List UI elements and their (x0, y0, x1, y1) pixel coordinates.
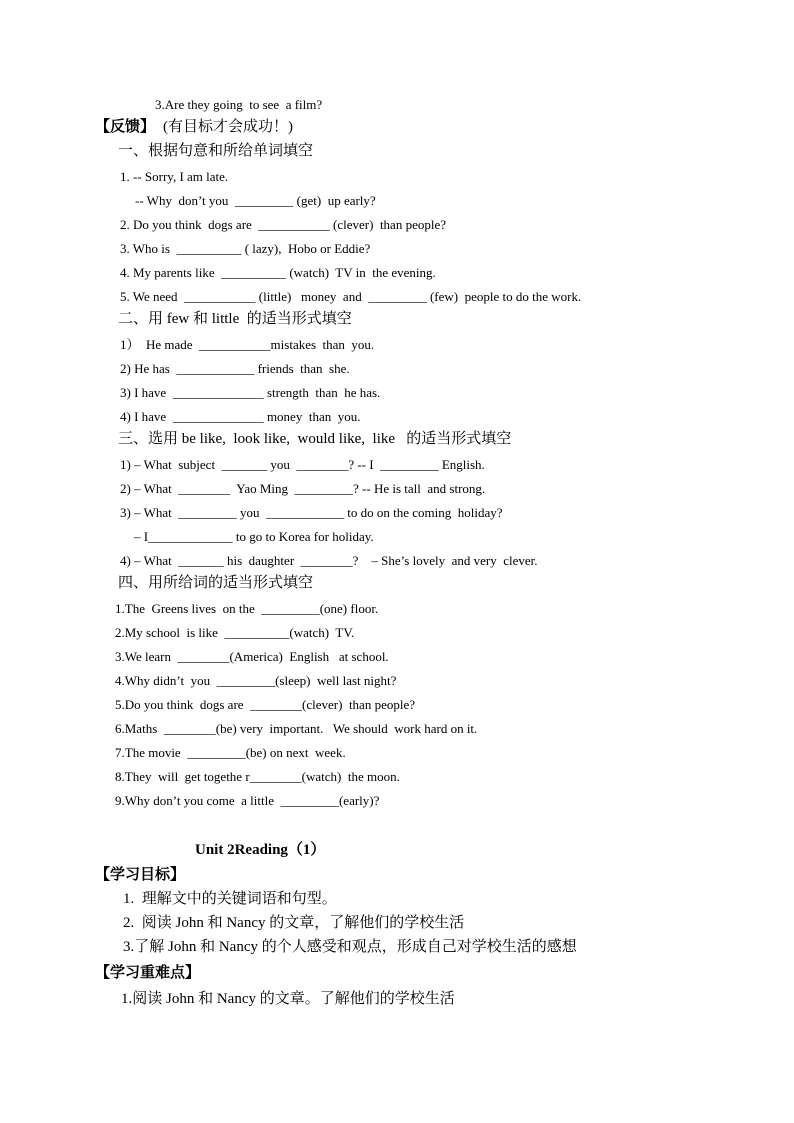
section-4-item-7: 7.The movie _________(be) on next week. (115, 745, 346, 760)
section-3-item-1: 1) – What subject _______ you ________? -- I _________ English. (120, 457, 485, 472)
section-4-item-3: 3.We learn ________(America) English at school. (115, 649, 389, 664)
section-1-item-3: 3. Who is __________ ( lazy), Hobo or Eddie? (120, 241, 371, 256)
section-1-item-4: 4. My parents like __________ (watch) TV in the evening. (120, 265, 436, 280)
section-1-heading: 一、根据句意和所给单词填空 (118, 143, 314, 159)
section-3-item-3b: – I_____________ to go to Korea for holiday. (134, 529, 374, 544)
section-3-item-2: 2) – What ________ Yao Ming _________? -- He is tall and strong. (120, 481, 486, 496)
section-1-item-1b: -- Why don’t you _________ (get) up early? (135, 193, 376, 208)
section-3-heading: 三、选用 be like, look like, would like, like 的适当形式填空 (118, 431, 512, 447)
section-4-heading: 四、用所给词的适当形式填空 (118, 575, 314, 591)
section-2-heading: 二、用 few 和 little 的适当形式填空 (118, 311, 352, 327)
section-1-item-2: 2. Do you think dogs are ___________ (clever) than people? (120, 217, 447, 232)
section-4-item-5: 5.Do you think dogs are ________(clever) than people? (115, 697, 416, 712)
key-point-1: 1.阅读 John 和 Nancy 的文章。了解他们的学校生活 (121, 991, 455, 1007)
section-3-item-3a: 3) – What _________ you ____________ to do on the coming holiday? (120, 505, 503, 520)
section-1-item-1a: 1. -- Sorry, I am late. (120, 169, 229, 184)
section-4-item-8: 8.They will get togethe r________(watch) the moon. (115, 769, 400, 784)
section-3-item-4: 4) – What _______ his daughter ________? – She’s lovely and very clever. (120, 553, 538, 568)
section-2-item-2: 2) He has ____________ friends than she. (120, 361, 350, 376)
section-4-item-9: 9.Why don’t you come a little _________(early)? (115, 793, 380, 808)
unit-title: Unit 2Reading（1） (195, 842, 326, 858)
learning-goal-1: 1. 理解文中的关键词语和句型。 (123, 891, 337, 907)
feedback-motto: (有目标才会成功！) (163, 119, 293, 135)
learning-goals-heading: 【学习目标】 (95, 867, 186, 883)
feedback-heading: 【反馈】 (95, 119, 156, 135)
section-2-item-4: 4) I have ______________ money than you. (120, 409, 361, 424)
section-4-item-6: 6.Maths ________(be) very important. We should work hard on it. (115, 721, 478, 736)
learning-goal-2: 2. 阅读 John 和 Nancy 的文章，了解他们的学校生活 (123, 915, 465, 931)
learning-goal-3: 3.了解 John 和 Nancy 的个人感受和观点，形成自己对学校生活的感想 (123, 939, 577, 955)
key-points-heading: 【学习重难点】 (95, 965, 201, 981)
section-4-item-2: 2.My school is like __________(watch) TV. (115, 625, 355, 640)
section-4-item-1: 1.The Greens lives on the _________(one) floor. (115, 601, 379, 616)
section-2-item-1: 1） He made ___________mistakes than you. (120, 337, 375, 352)
previous-question-3: 3.Are they going to see a film? (155, 97, 323, 112)
section-1-item-5: 5. We need ___________ (little) money and _________ (few) people to do the work. (120, 289, 582, 304)
section-2-item-3: 3) I have ______________ strength than he has. (120, 385, 381, 400)
section-4-item-4: 4.Why didn’t you _________(sleep) well last night? (115, 673, 397, 688)
